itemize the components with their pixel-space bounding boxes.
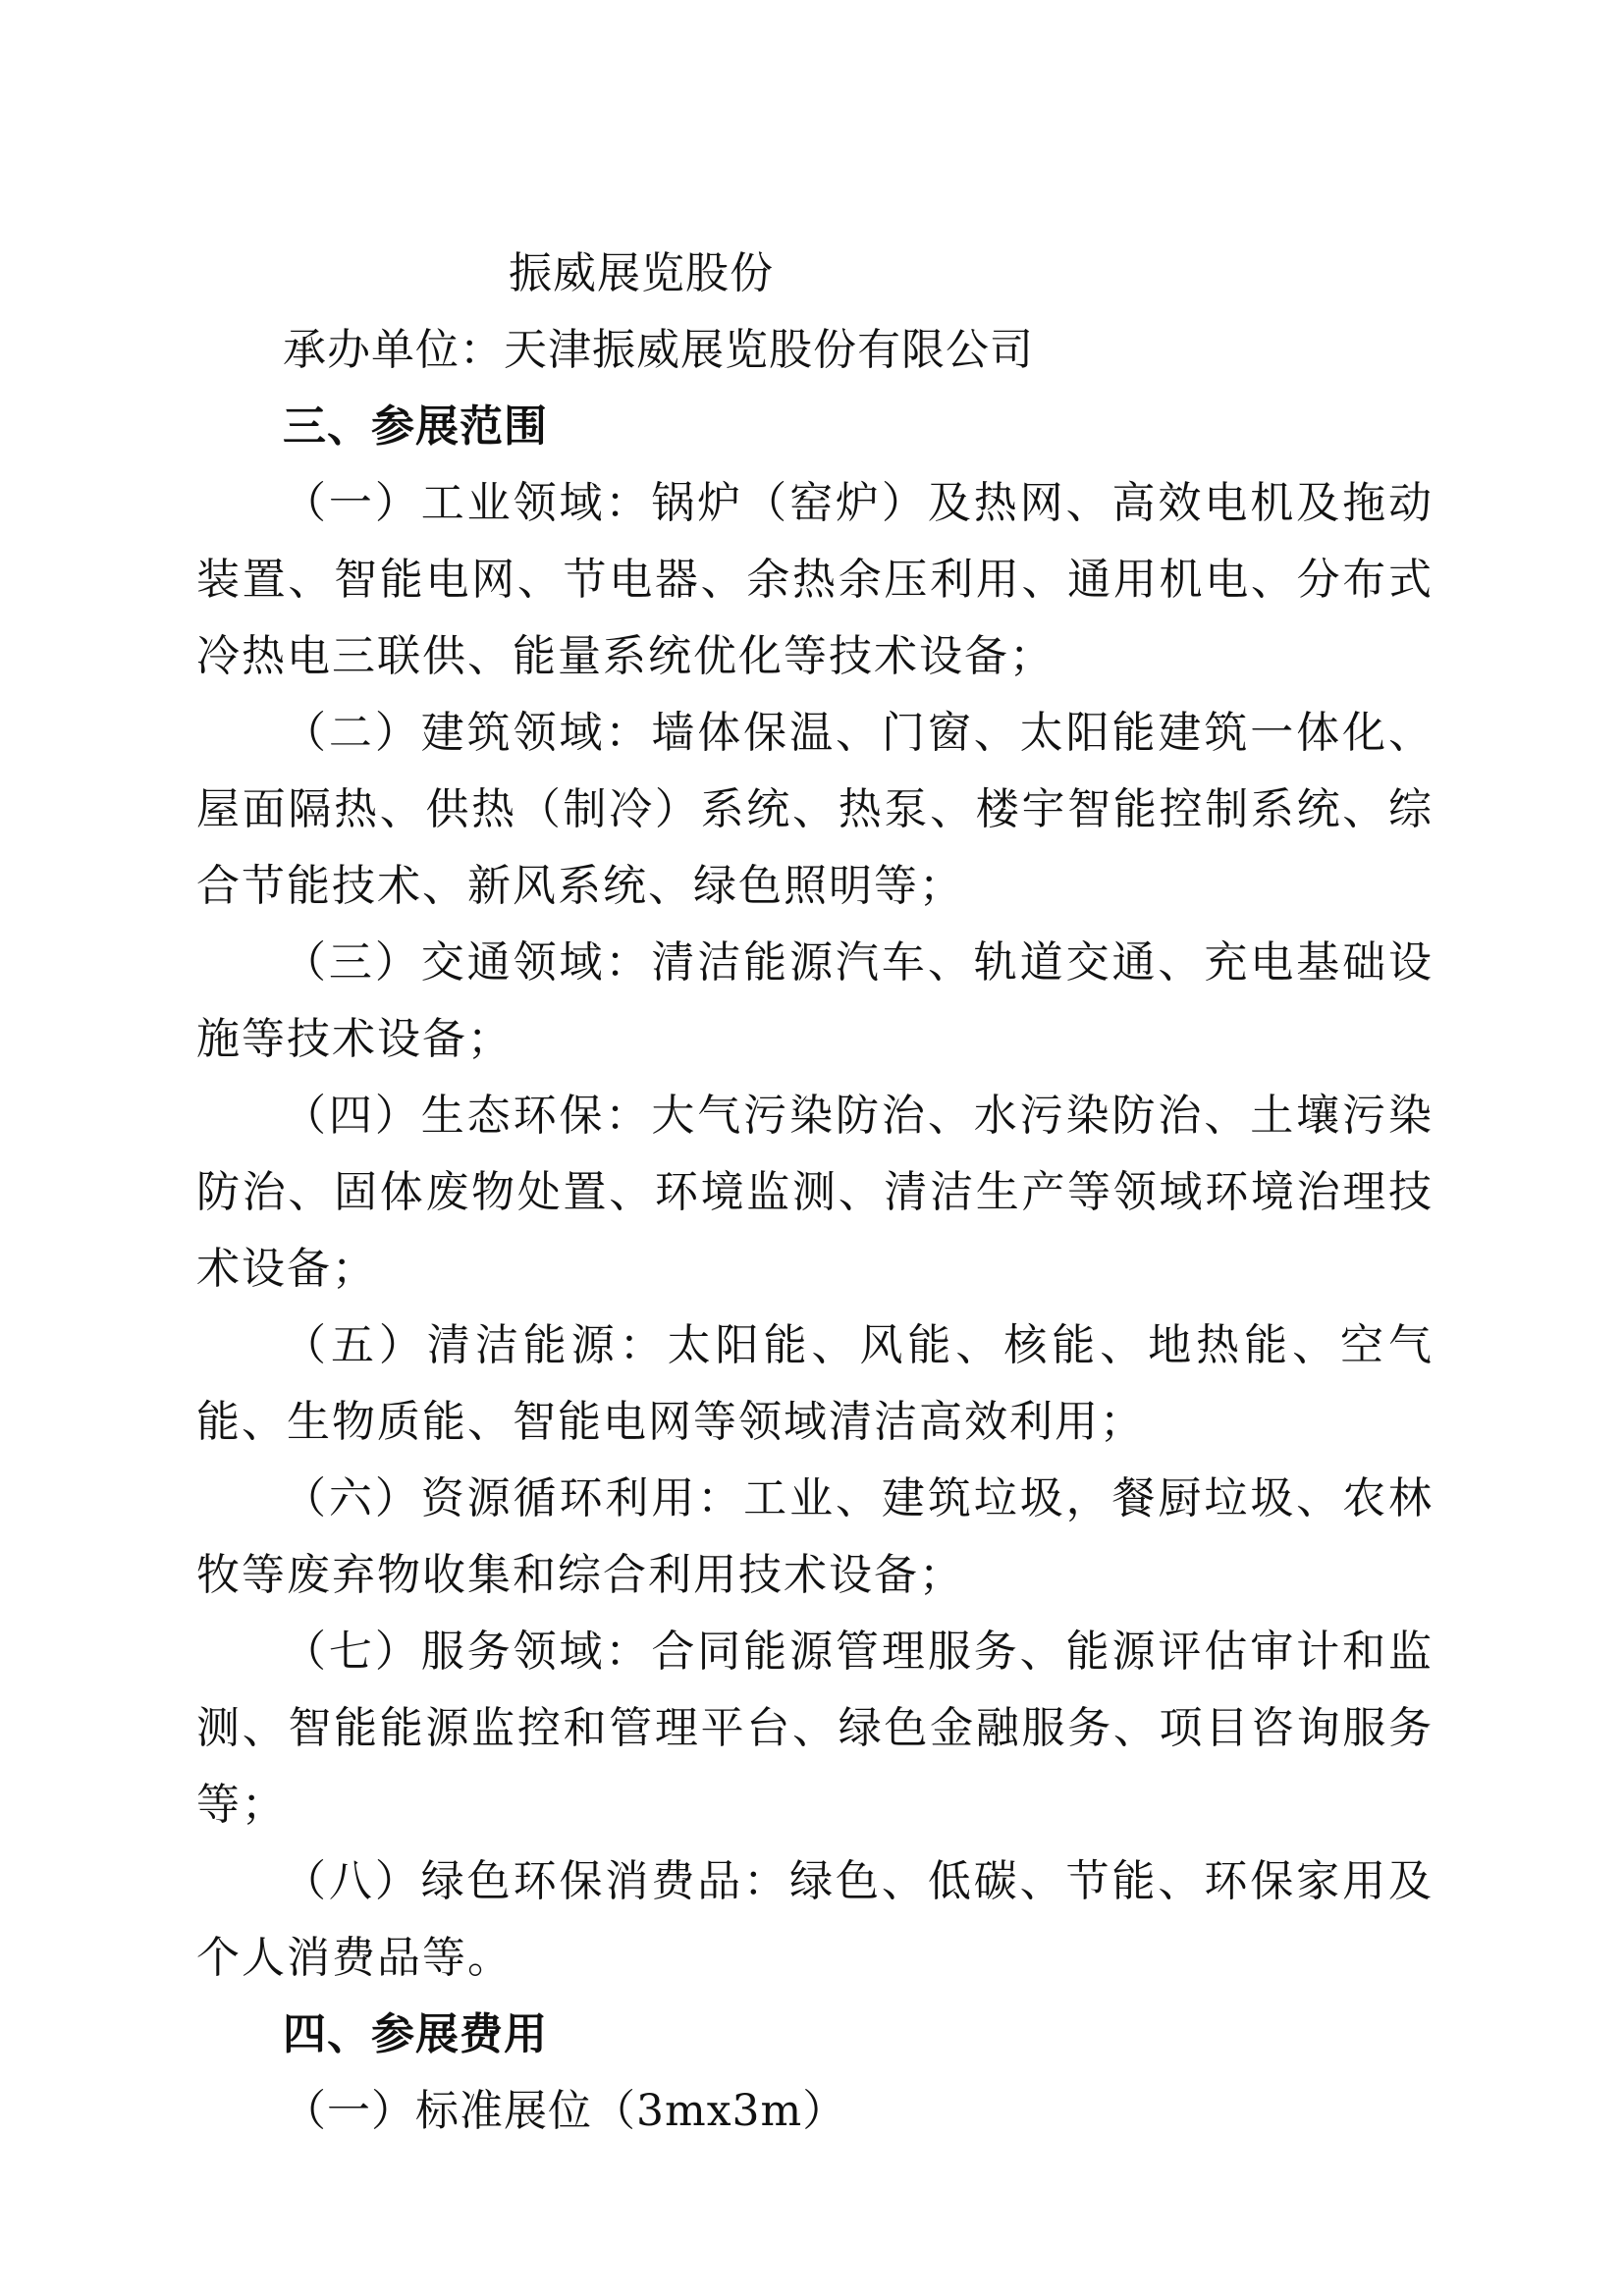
section-title-scope: 三、参展范围 [283, 401, 548, 452]
organizer-name-continuation: 振威展览股份 [509, 248, 774, 298]
scope-item-clean-energy: （五）清洁能源：太阳能、风能、核能、地热能、空气能、生物质能、智能电网等领域清洁高效利用； [196, 1320, 1434, 1447]
organizer-line: 承办单位：天津振威展览股份有限公司 [283, 325, 1034, 375]
section-title-fees: 四、参展费用 [283, 2009, 548, 2059]
scope-item-ecology: （四）生态环保：大气污染防治、水污染防治、土壤污染防治、固体废物处置、环境监测、清洁生产等领域环境治理技术设备； [196, 1091, 1434, 1294]
fee-item-standard-booth: （一）标准展位（3mx3m） [283, 2086, 847, 2136]
document-body [196, 236, 1434, 2150]
scope-item-industry: （一）工业领域：锅炉（窑炉）及热网、高效电机及拖动装置、智能电网、节电器、余热余压利用、通用机电、分布式冷热电三联供、能量系统优化等技术设备； [196, 478, 1434, 681]
scope-item-building: （二）建筑领域：墙体保温、门窗、太阳能建筑一体化、屋面隔热、供热（制冷）系统、热泵、楼宇智能控制系统、综合节能技术、新风系统、绿色照明等； [196, 708, 1434, 911]
scope-item-transport: （三）交通领域：清洁能源汽车、轨道交通、充电基础设施等技术设备； [196, 937, 1434, 1064]
scope-item-services: （七）服务领域：合同能源管理服务、能源评估审计和监测、智能能源监控和管理平台、绿色金融服务、项目咨询服务等； [196, 1627, 1434, 1830]
scope-item-recycling: （六）资源循环利用：工业、建筑垃圾，餐厨垃圾、农林牧等废弃物收集和综合利用技术设备； [196, 1473, 1434, 1600]
scope-item-consumer-goods: （八）绿色环保消费品：绿色、低碳、节能、环保家用及个人消费品等。 [196, 1856, 1434, 1983]
